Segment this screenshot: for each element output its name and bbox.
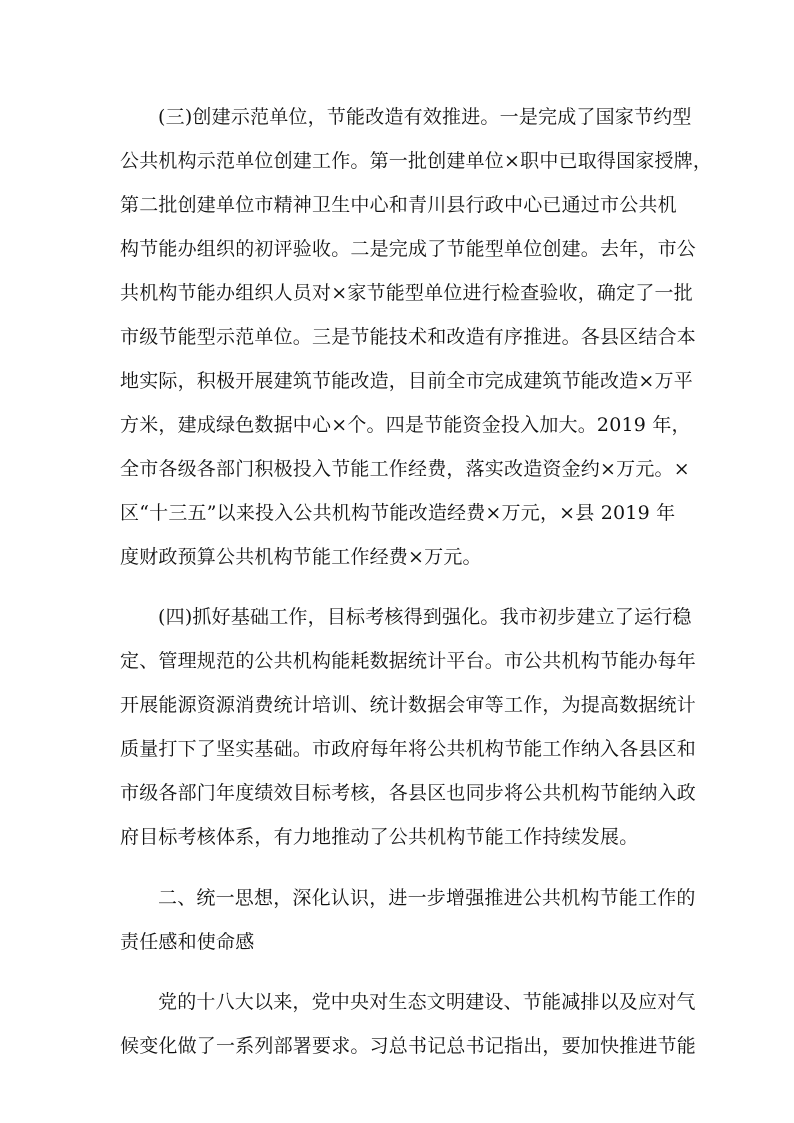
text-line: 定、管理规范的公共机构能耗数据统计平台。市公共机构节能办每年 — [120, 650, 697, 672]
text-line: (三)创建示范单位，节能改造有效推进。一是完成了国家节约型 — [158, 106, 692, 128]
text-line: 二、统一思想，深化认识，进一步增强推进公共机构节能工作的 — [158, 887, 696, 909]
text-line: 方米，建成绿色数据中心×个。四是节能资金投入加大。2019 年， — [120, 414, 691, 436]
text-line: (四)抓好基础工作，目标考核得到强化。我市初步建立了运行稳 — [158, 606, 692, 628]
text-line: 第二批创建单位市精神卫生中心和青川县行政中心已通过市公共机 — [120, 194, 677, 216]
text-line: 区“十三五”以来投入公共机构节能改造经费×万元，×县 2019 年 — [120, 502, 676, 524]
text-line: 公共机构示范单位创建工作。第一批创建单位×职中已取得国家授牌， — [120, 150, 713, 172]
text-line: 开展能源资源消费统计培训、统计数据会审等工作，为提高数据统计 — [120, 694, 697, 716]
text-line: 共机构节能办组织人员对×家节能型单位进行检查验收，确定了一批 — [120, 282, 693, 304]
text-line: 市级各部门年度绩效目标考核，各县区也同步将公共机构节能纳入政 — [120, 782, 697, 804]
text-line: 市级节能型示范单位。三是节能技术和改造有序推进。各县区结合本 — [120, 326, 697, 348]
text-line: 构节能办组织的初评验收。二是完成了节能型单位创建。去年，市公 — [120, 238, 697, 260]
text-line: 质量打下了坚实基础。市政府每年将公共机构节能工作纳入各县区和 — [120, 738, 697, 760]
text-line: 全市各级各部门积极投入节能工作经费，落实改造资金约×万元。× — [120, 458, 690, 480]
text-line: 府目标考核体系，有力地推动了公共机构节能工作持续发展。 — [120, 826, 639, 848]
text-line: 党的十八大以来，党中央对生态文明建设、节能减排以及应对气 — [158, 991, 696, 1013]
text-line: 地实际，积极开展建筑节能改造，目前全市完成建筑节能改造×万平 — [120, 370, 693, 392]
text-line: 度财政预算公共机构节能工作经费×万元。 — [120, 546, 482, 568]
text-line: 责任感和使命感 — [120, 931, 255, 953]
text-line: 候变化做了一系列部署要求。习总书记总书记指出，要加快推进节能 — [120, 1035, 697, 1057]
